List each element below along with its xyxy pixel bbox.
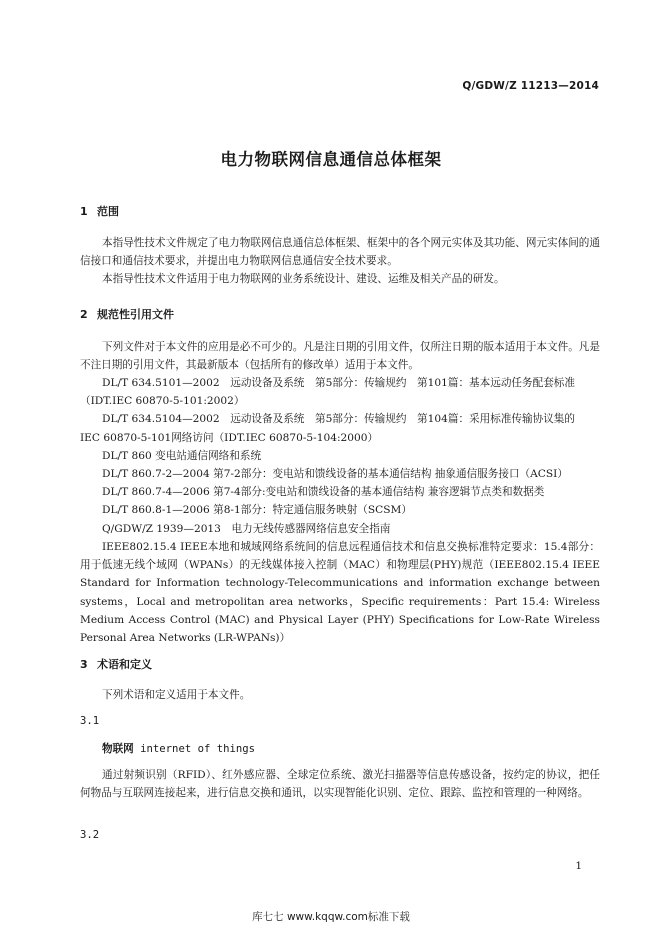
reference-item: DL/T 860.7-4—2006 第7-4部分:变电站和馈线设备的基本通信结构 兼容逻辑节点类和数据类	[102, 486, 545, 499]
section-2-heading	[80, 306, 174, 322]
section-1-paragraph-1: 本指导性技术文件规定了电力物联网信息通信总体框架、框架中的各个网元实体及其功能、网元实体间的通信接口和通信技术要求，并提出电力物联网信息通信安全技术要求。	[80, 237, 600, 268]
section-1-paragraph-2: 本指导性技术文件适用于电力物联网的业务系统设计、建设、运维及相关产品的研发。	[102, 273, 505, 285]
section-title: 术语和定义	[97, 658, 152, 671]
term-entry	[102, 741, 255, 756]
reference-item: DL/T 860 变电站通信网络和系统	[102, 449, 262, 462]
section-1-heading	[80, 203, 119, 219]
page-title: 电力物联网信息通信总体框架	[220, 150, 442, 169]
reference-item: DL/T 860.8-1—2006 第8-1部分：特定通信服务映射（SCSM）	[102, 504, 412, 517]
page-number: 1	[575, 860, 582, 872]
section-number: 2	[80, 308, 88, 321]
reference-item-continued: （IDT.IEC 60870-5-101:2002）	[80, 395, 245, 408]
reference-item-ieee: IEEE802.15.4 IEEE本地和城域网络系统间的信息远程通信技术和信息交换标准特定要求：15.4部分：用于低速无线个域网（WPANs）的无线媒体接入控制（MAC）和物理层(PHY)规范（IEEE802.15.4 IEEE Standard for Information technology-Telecommunications and information exchange between systems，Local and metropolitan area networks，Specific requirements：Part 15.4: Wireless Medium Access Control (MAC) and Physical Layer (PHY) Specifications for Low-Rate Wireless Personal Area Networks (LR-WPANs)）	[80, 541, 600, 645]
subsection-number: 3.2	[80, 829, 100, 841]
section-3-heading	[80, 656, 152, 672]
reference-item: DL/T 860.7-2—2004 第7-2部分：变电站和馈线设备的基本通信结构 抽象通信服务接口（ACSI）	[102, 468, 568, 481]
reference-list	[80, 374, 600, 538]
section-number: 3	[80, 658, 88, 671]
document-number: Q/GDW/Z 11213—2014	[462, 80, 599, 92]
term-english: internet of things	[140, 743, 255, 755]
section-3-intro: 下列术语和定义适用于本文件。	[102, 689, 251, 701]
section-2-intro: 下列文件对于本文件的应用是必不可少的。凡是注日期的引用文件，仅所注日期的版本适用于本文件。凡是不注日期的引用文件，其最新版本（包括所有的修改单）适用于本文件。	[80, 341, 600, 372]
section-title: 规范性引用文件	[97, 308, 174, 321]
section-number: 1	[80, 205, 88, 218]
subsection-number: 3.1	[80, 715, 100, 727]
reference-item-continued: IEC 60870-5-101网络访问（IDT.IEC 60870-5-104:2000）	[80, 431, 379, 444]
reference-item: DL/T 634.5101—2002 远动设备及系统 第5部分：传输规约 第101篇：基本远动任务配套标准	[102, 377, 575, 389]
term-chinese: 物联网	[102, 743, 134, 755]
term-definition: 通过射频识别（RFID）、红外感应器、全球定位系统、激光扫描器等信息传感设备，按约定的协议，把任何物品与互联网连接起来，进行信息交换和通讯，以实现智能化识别、定位、跟踪、监控和管理的一种网络。	[80, 769, 600, 800]
reference-item: DL/T 634.5104—2002 远动设备及系统 第5部分：传输规约 第104篇：采用标准传输协议集的	[102, 413, 575, 426]
section-title: 范围	[97, 205, 119, 218]
reference-item: Q/GDW/Z 1939—2013 电力无线传感器网络信息安全指南	[102, 522, 391, 535]
footer-watermark: 库七七 www.kqqw.com标准下载	[252, 911, 410, 923]
